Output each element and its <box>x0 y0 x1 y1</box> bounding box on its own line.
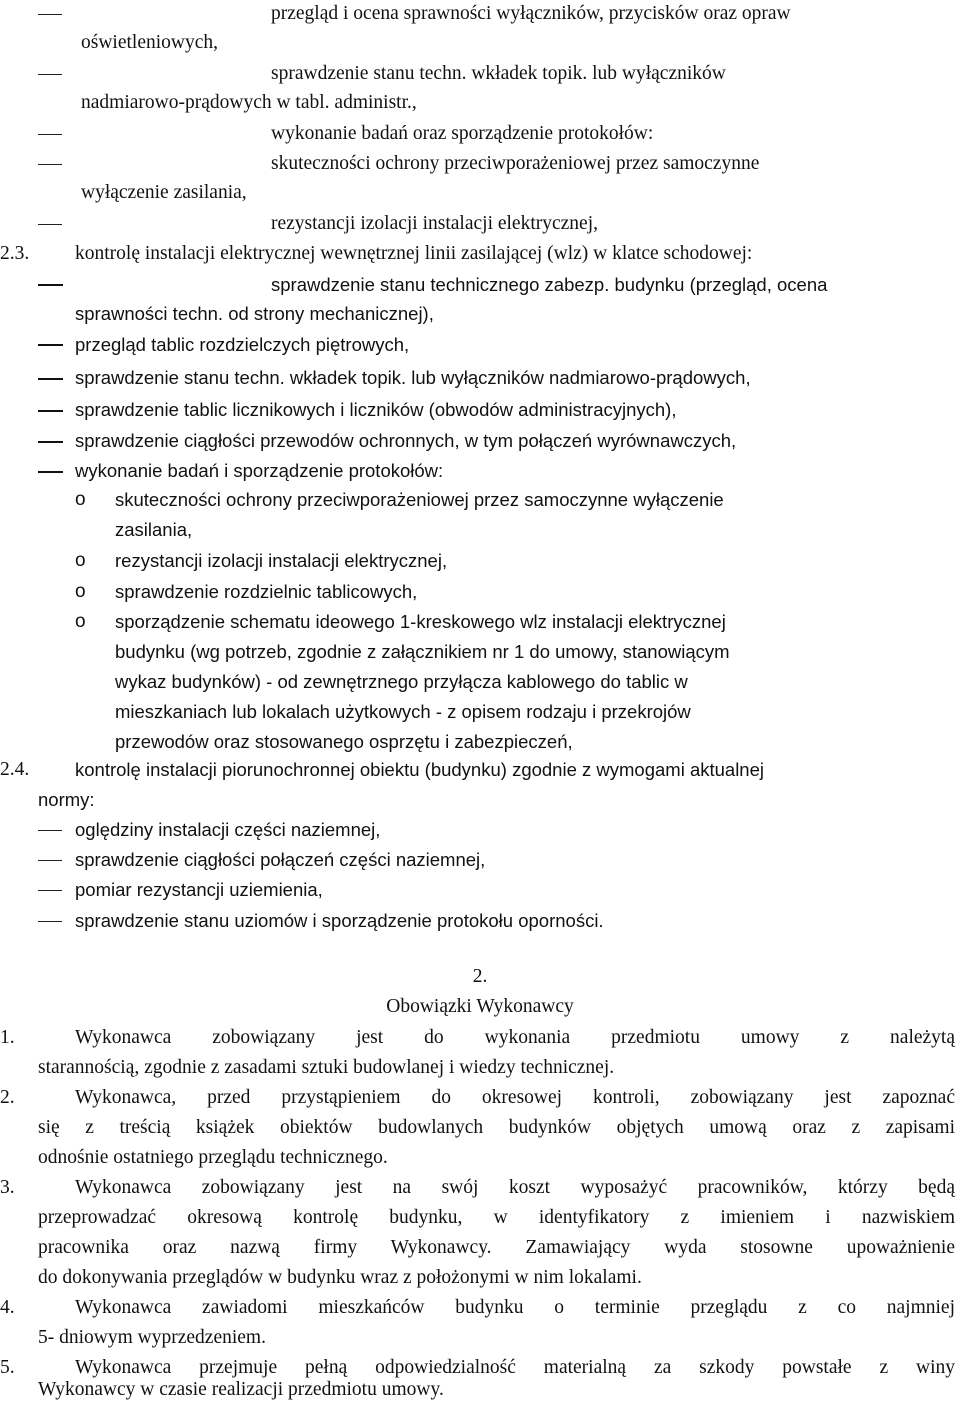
list-dash <box>38 890 62 891</box>
sublist-item-text: wykaz budynków) - od zewnętrznego przyłącza kablowego do tablic w <box>115 671 688 692</box>
section-number: 2.3. <box>0 243 30 264</box>
list-dash <box>38 74 62 75</box>
bullet-o: o <box>75 489 86 510</box>
list-dash <box>38 441 63 443</box>
bullet-o: o <box>75 550 86 571</box>
sublist-item-text: budynku (wg potrzeb, zgodnie z załącznikiem nr 1 do umowy, stanowiącym <box>115 641 730 662</box>
obligation-text: Wykonawca zobowiązany jest do wykonania przedmiotu umowy z należytą <box>75 1027 955 1048</box>
sublist-item-text: przewodów oraz stosowanego osprzętu i zabezpieczeń, <box>115 731 573 752</box>
obligation-text: Wykonawca zawiadomi mieszkańców budynku o terminie przeglądu z co najmniej <box>75 1297 955 1318</box>
list-dash <box>38 164 62 165</box>
bullet-o: o <box>75 611 86 632</box>
list-item-text: sprawności techn. od strony mechanicznej), <box>75 303 434 324</box>
list-item-text: oględziny instalacji części naziemnej, <box>75 819 381 840</box>
sublist-item-text: sprawdzenie rozdzielnic tablicowych, <box>115 581 418 602</box>
list-dash <box>38 471 63 473</box>
list-dash <box>38 410 63 412</box>
list-item-text: sprawdzenie ciągłości połączeń części naziemnej, <box>75 849 486 870</box>
list-item-text: wykonanie badań i sporządzenie protokołów: <box>75 460 444 481</box>
section-title: kontrolę instalacji elektrycznej wewnętrznej linii zasilającej (wlz) w klatce schodowej: <box>75 243 753 264</box>
list-dash <box>38 921 62 922</box>
list-dash <box>38 378 63 380</box>
list-dash <box>38 14 62 15</box>
list-item-text: sprawdzenie ciągłości przewodów ochronnych, w tym połączeń wyrównawczych, <box>75 430 737 451</box>
list-item-text: wyłączenie zasilania, <box>81 182 247 203</box>
obligation-text: Wykonawca zobowiązany jest na swój koszt wyposażyć pracowników, którzy będą <box>75 1177 955 1198</box>
obligation-number: 2. <box>0 1087 15 1108</box>
obligation-text: odnośnie ostatniego przeglądu technicznego. <box>38 1147 388 1168</box>
list-item-text: sprawdzenie stanu uziomów i sporządzenie protokołu oporności. <box>75 910 604 931</box>
list-item-text: skuteczności ochrony przeciwporażeniowej przez samoczynne <box>271 153 760 174</box>
obligation-text: Wykonawcy w czasie realizacji przedmiotu umowy. <box>38 1379 444 1400</box>
list-item-text: sprawdzenie stanu techn. wkładek topik. lub wyłączników <box>271 63 726 84</box>
section-title-cont: normy: <box>38 789 95 810</box>
sublist-item-text: sporządzenie schematu ideowego 1-kreskowego wlz instalacji elektrycznej <box>115 611 726 632</box>
obligation-number: 3. <box>0 1177 15 1198</box>
list-item-text: sprawdzenie stanu techn. wkładek topik. lub wyłączników nadmiarowo-prądowych, <box>75 367 751 388</box>
list-item-text: sprawdzenie tablic licznikowych i liczników (obwodów administracyjnych), <box>75 399 677 420</box>
obligation-number: 1. <box>0 1027 15 1048</box>
obligation-text: 5- dniowym wyprzedzeniem. <box>38 1327 266 1348</box>
obligation-number: 5. <box>0 1357 15 1378</box>
list-dash <box>38 860 62 861</box>
obligation-text: pracownika oraz nazwą firmy Wykonawcy. Zamawiający wyda stosowne upoważnienie <box>38 1237 955 1258</box>
obligation-text: Wykonawca przejmuje pełną odpowiedzialność materialną za szkody powstałe z winy <box>75 1357 955 1378</box>
obligation-text: przeprowadzać okresową kontrolę budynku, w identyfikatory z imieniem i nazwiskiem <box>38 1207 955 1228</box>
list-item-text: przegląd i ocena sprawności wyłączników, przycisków oraz opraw <box>271 3 791 24</box>
list-item-text: oświetleniowych, <box>81 32 219 53</box>
section-number: 2.4. <box>0 759 30 780</box>
list-item-text: pomiar rezystancji uziemienia, <box>75 879 323 900</box>
sublist-item-text: rezystancji izolacji instalacji elektrycznej, <box>115 550 448 571</box>
list-item-text: nadmiarowo-prądowych w tabl. administr., <box>81 92 417 113</box>
obligation-number: 4. <box>0 1297 15 1318</box>
sublist-item-text: mieszkaniach lub lokalach użytkowych - z opisem rodzaju i przekrojów <box>115 701 691 722</box>
list-item-text: sprawdzenie stanu technicznego zabezp. budynku (przegląd, ocena <box>271 274 828 295</box>
obligation-text: starannością, zgodnie z zasadami sztuki budowlanej i wiedzy technicznej. <box>38 1057 615 1078</box>
obligation-text: do dokonywania przeglądów w budynku wraz z położonymi w nim lokalami. <box>38 1267 642 1288</box>
section-title: kontrolę instalacji piorunochronnej obiektu (budynku) zgodnie z wymogami aktualnej <box>75 759 764 780</box>
sublist-item-text: skuteczności ochrony przeciwporażeniowej przez samoczynne wyłączenie <box>115 489 724 510</box>
list-dash <box>38 344 63 346</box>
list-dash <box>38 134 62 135</box>
heading-number: 2. <box>472 966 488 987</box>
bullet-o: o <box>75 581 86 602</box>
obligation-text: się z treścią książek obiektów budowlanych budynków objętych umową oraz z zapisami <box>38 1117 955 1138</box>
list-item-text: przegląd tablic rozdzielczych piętrowych, <box>75 334 410 355</box>
list-item-text: rezystancji izolacji instalacji elektrycznej, <box>271 213 599 234</box>
list-dash <box>38 284 63 286</box>
list-item-text: wykonanie badań oraz sporządzenie protokołów: <box>271 123 654 144</box>
heading-title: Obowiązki Wykonawcy <box>386 996 574 1017</box>
list-dash <box>38 830 62 831</box>
list-dash <box>38 224 62 225</box>
sublist-item-text: zasilania, <box>115 519 193 540</box>
obligation-text: Wykonawca, przed przystąpieniem do okresowej kontroli, zobowiązany jest zapoznać <box>75 1087 955 1108</box>
